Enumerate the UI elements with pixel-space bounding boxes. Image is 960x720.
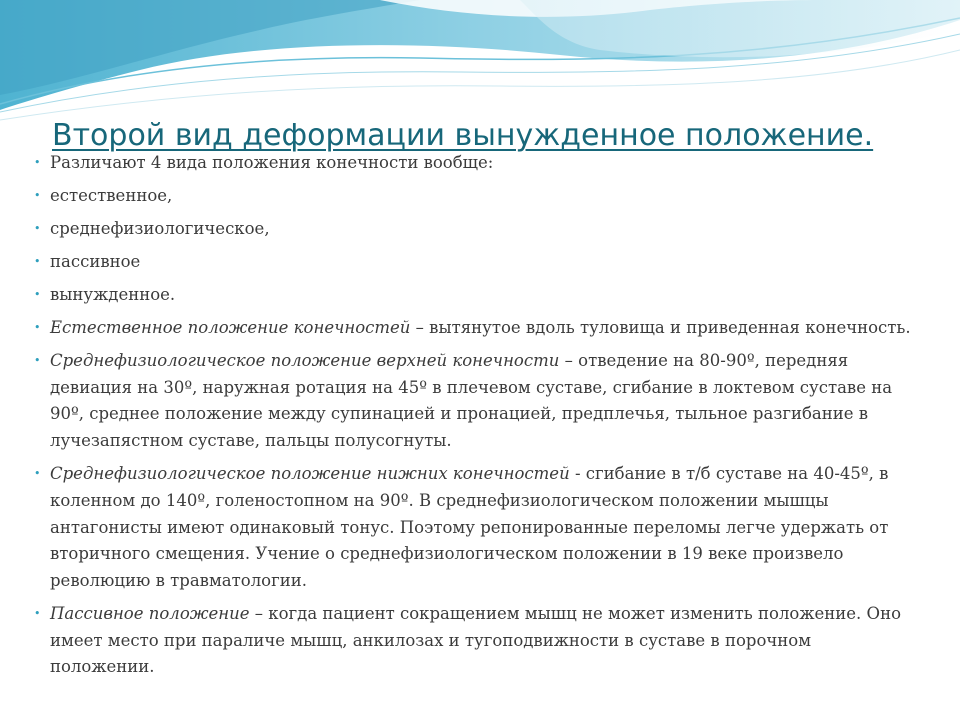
bullet-text: вынужденное. xyxy=(50,285,176,304)
bullet-term: Среднефизиологическое положение нижних конечностей xyxy=(50,464,570,484)
bullet-text: – вытянутое вдоль туловища и приведенная конечность. xyxy=(410,318,911,337)
bullet-icon: • xyxy=(34,354,41,367)
bullet-list xyxy=(34,150,914,687)
bullet-item xyxy=(34,150,914,177)
bullet-term: Естественное положение конечностей xyxy=(50,318,411,337)
bullet-icon: • xyxy=(34,321,41,334)
bullet-item xyxy=(34,183,914,210)
bullet-icon: • xyxy=(34,255,41,268)
bullet-term: Среднефизиологическое положение верхней конечности xyxy=(50,351,560,370)
bullet-text: среднефизиологическое, xyxy=(50,219,270,238)
bullet-icon: • xyxy=(34,288,41,301)
bullet-item xyxy=(34,315,914,342)
bullet-text: – когда пациент сокращением мышц не может изменить положение. Оно имеет место при параличе мышц, анкилозах и тугоподвижности в суставе в порочном положении. xyxy=(50,603,902,677)
bullet-text: – отведение на 80-90º, передняя девиация на 30º, наружная ротация на 45º в плечевом суставе, сгибание в локтевом суставе на 90º, среднее положение между супинацией и пронацией, предплечья, тыльное разгибание в лучезапястном суставе, пальцы полусогнуты. xyxy=(50,351,893,451)
bullet-text: - сгибание в т/б суставе на 40-45º, в коленном до 140º, голеностопном на 90º. В среднефизиологическом положении мышцы антагонисты имеют одинаковый тонус. Поэтому репонированные переломы легче удержать от вторичного смещения. Учение о среднефизиологическом положении в 19 веке произвело революцию в травматологии. xyxy=(50,464,889,590)
bullet-item xyxy=(34,216,914,243)
bullet-item xyxy=(34,601,914,681)
bullet-item xyxy=(34,461,914,595)
bullet-item xyxy=(34,282,914,309)
bullet-icon: • xyxy=(34,467,41,481)
bullet-icon: • xyxy=(34,189,41,202)
bullet-text: пассивное xyxy=(50,252,141,271)
bullet-term: Пассивное положение xyxy=(50,603,250,623)
bullet-item xyxy=(34,249,914,276)
bullet-text: Различают 4 вида положения конечности вообще: xyxy=(50,153,494,172)
bullet-icon: • xyxy=(34,156,41,169)
slide-title: Второй вид деформации вынужденное положение. xyxy=(52,118,874,153)
bullet-item xyxy=(34,348,914,455)
bullet-text: естественное, xyxy=(50,186,173,205)
bullet-icon: • xyxy=(34,222,41,235)
bullet-icon: • xyxy=(34,606,41,620)
